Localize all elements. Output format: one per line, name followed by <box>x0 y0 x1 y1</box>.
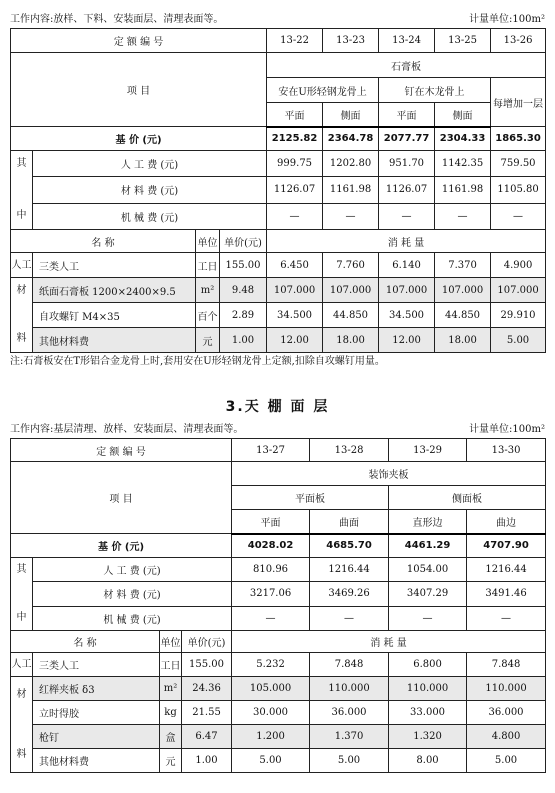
consumption-value: 18.00 <box>323 328 379 353</box>
consumption-value: 1.320 <box>389 725 467 749</box>
consumption-header: 消 耗 量 <box>232 631 546 653</box>
base-price: 2125.82 <box>267 127 323 151</box>
consumption-value: 7.760 <box>323 253 379 278</box>
resource-unit: 工日 <box>160 653 182 677</box>
resource-name: 其他材料费 <box>33 328 196 353</box>
resource-unit: 盒 <box>160 725 182 749</box>
cost-value: — <box>389 606 467 630</box>
cost-label: 机 械 费 (元) <box>33 203 267 229</box>
consumption-value: 36.000 <box>467 701 546 725</box>
material-category: 材 料 <box>11 278 33 353</box>
consumption-value: 1.200 <box>232 725 310 749</box>
consumption-value: 29.910 <box>491 303 546 328</box>
resource-price: 6.47 <box>182 725 232 749</box>
cost-value: — <box>232 606 310 630</box>
resource-name: 枪钉 <box>33 725 160 749</box>
leaf-header: 曲面 <box>310 510 389 534</box>
consumption-header: 消 耗 量 <box>267 230 546 253</box>
resource-price: 1.00 <box>182 749 232 773</box>
cost-value: 1126.07 <box>379 177 435 203</box>
consumption-value: 5.232 <box>232 653 310 677</box>
resource-name: 三类人工 <box>33 253 196 278</box>
consumption-value: 44.850 <box>323 303 379 328</box>
consumption-value: 110.000 <box>389 677 467 701</box>
cost-label: 材 料 费 (元) <box>33 582 232 606</box>
subgroup-header: 安在U形轻钢龙骨上 <box>267 78 379 103</box>
consumption-value: 1.370 <box>310 725 389 749</box>
resource-unit: 元 <box>160 749 182 773</box>
resource-name: 红榉夹板 δ3 <box>33 677 160 701</box>
labor-category: 人工 <box>11 253 33 278</box>
unit-header: 单位 <box>160 631 182 653</box>
cost-value: 3407.29 <box>389 582 467 606</box>
section-title: 3.天 棚 面 层 <box>225 399 330 415</box>
base-price: 2077.77 <box>379 127 435 151</box>
base-price-label: 基 价 (元) <box>11 534 232 558</box>
resource-name: 三类人工 <box>33 653 160 677</box>
resource-unit: 元 <box>196 328 220 353</box>
base-price: 4461.29 <box>389 534 467 558</box>
name-header: 名 称 <box>11 631 160 653</box>
resource-price: 1.00 <box>220 328 267 353</box>
consumption-value: 33.000 <box>389 701 467 725</box>
consumption-value: 107.000 <box>435 278 491 303</box>
resource-name: 其他材料费 <box>33 749 160 773</box>
quota-number-label: 定 额 编 号 <box>11 29 267 53</box>
consumption-value: 12.00 <box>267 328 323 353</box>
consumption-value: 6.800 <box>389 653 467 677</box>
consumption-value: 7.848 <box>467 653 546 677</box>
cost-label: 人 工 费 (元) <box>33 151 267 177</box>
resource-price: 155.00 <box>182 653 232 677</box>
resource-unit: 工日 <box>196 253 220 278</box>
consumption-value: 8.00 <box>389 749 467 773</box>
labor-category: 人工 <box>11 653 33 677</box>
consumption-value: 36.000 <box>310 701 389 725</box>
base-price: 4707.90 <box>467 534 546 558</box>
measure-unit: 计量单位:100m² <box>469 424 545 435</box>
base-price: 2304.33 <box>435 127 491 151</box>
subgroup-header: 每增加一层 <box>491 78 546 127</box>
leaf-header: 平面 <box>267 103 323 127</box>
cost-value: 999.75 <box>267 151 323 177</box>
code-cell: 13-24 <box>379 29 435 53</box>
resource-name: 立时得胶 <box>33 701 160 725</box>
consumption-value: 107.000 <box>491 278 546 303</box>
cost-value: — <box>491 203 546 229</box>
consumption-value: 105.000 <box>232 677 310 701</box>
cost-value: 1216.44 <box>310 558 389 582</box>
consumption-value: 6.140 <box>379 253 435 278</box>
unit-header: 单位 <box>196 230 220 253</box>
group-header: 石膏板 <box>267 53 546 78</box>
cost-value: — <box>267 203 323 229</box>
resource-price: 24.36 <box>182 677 232 701</box>
cost-value: 1202.80 <box>323 151 379 177</box>
resource-name: 自攻螺钉 M4×35 <box>33 303 196 328</box>
cost-value: 1161.98 <box>435 177 491 203</box>
base-price-label: 基 价 (元) <box>11 127 267 151</box>
leaf-header: 平面 <box>379 103 435 127</box>
table2-header <box>10 420 545 434</box>
cost-value: — <box>379 203 435 229</box>
leaf-header: 直形边 <box>389 510 467 534</box>
consumption-value: 7.848 <box>310 653 389 677</box>
cost-value: 3217.06 <box>232 582 310 606</box>
consumption-value: 7.370 <box>435 253 491 278</box>
resource-name: 纸面石膏板 1200×2400×9.5 <box>33 278 196 303</box>
consumption-value: 5.00 <box>467 749 546 773</box>
resource-price: 2.89 <box>220 303 267 328</box>
consumption-value: 18.00 <box>435 328 491 353</box>
item-label: 项 目 <box>11 462 232 534</box>
cost-value: — <box>310 606 389 630</box>
footnote: 注:石膏板安在T形铝合金龙骨上时,套用安在U形轻钢龙骨上定额,扣除自攻螺钉用量。 <box>10 356 385 367</box>
cost-value: 1161.98 <box>323 177 379 203</box>
qizhong-label: 其 中 <box>11 558 33 631</box>
base-price: 2364.78 <box>323 127 379 151</box>
leaf-header: 侧面 <box>435 103 491 127</box>
name-header: 名 称 <box>11 230 196 253</box>
cost-label: 人 工 费 (元) <box>33 558 232 582</box>
work-content: 工作内容:放样、下料、安装面层、清理表面等。 <box>10 14 224 25</box>
code-cell: 13-22 <box>267 29 323 53</box>
consumption-value: 110.000 <box>467 677 546 701</box>
quota-table-1 <box>10 28 546 353</box>
resource-price: 21.55 <box>182 701 232 725</box>
cost-value: — <box>323 203 379 229</box>
qizhong-label: 其 中 <box>11 151 33 230</box>
consumption-value: 107.000 <box>323 278 379 303</box>
code-cell: 13-25 <box>435 29 491 53</box>
cost-value: 1142.35 <box>435 151 491 177</box>
leaf-header: 侧面 <box>323 103 379 127</box>
code-cell: 13-23 <box>323 29 379 53</box>
cost-value: 1054.00 <box>389 558 467 582</box>
resource-price: 9.48 <box>220 278 267 303</box>
cost-value: 3491.46 <box>467 582 546 606</box>
subgroup-header: 侧面板 <box>389 486 546 510</box>
resource-price: 155.00 <box>220 253 267 278</box>
code-cell: 13-29 <box>389 439 467 462</box>
material-category: 材 料 <box>11 677 33 773</box>
resource-unit: kg <box>160 701 182 725</box>
resource-unit: m² <box>160 677 182 701</box>
cost-value: — <box>467 606 546 630</box>
code-cell: 13-30 <box>467 439 546 462</box>
item-label: 项 目 <box>11 53 267 127</box>
leaf-header: 平面 <box>232 510 310 534</box>
consumption-value: 6.450 <box>267 253 323 278</box>
base-price: 4685.70 <box>310 534 389 558</box>
consumption-value: 107.000 <box>379 278 435 303</box>
consumption-value: 5.00 <box>491 328 546 353</box>
cost-value: — <box>435 203 491 229</box>
base-price: 4028.02 <box>232 534 310 558</box>
consumption-value: 110.000 <box>310 677 389 701</box>
measure-unit: 计量单位:100m² <box>469 14 545 25</box>
leaf-header: 曲边 <box>467 510 546 534</box>
cost-label: 机 械 费 (元) <box>33 606 232 630</box>
quota-table-2 <box>10 438 546 773</box>
consumption-value: 30.000 <box>232 701 310 725</box>
price-header: 单价(元) <box>220 230 267 253</box>
consumption-value: 4.800 <box>467 725 546 749</box>
cost-value: 810.96 <box>232 558 310 582</box>
price-header: 单价(元) <box>182 631 232 653</box>
table1-header <box>10 10 545 24</box>
resource-unit: 百个 <box>196 303 220 328</box>
quota-number-label: 定 额 编 号 <box>11 439 232 462</box>
resource-unit: m² <box>196 278 220 303</box>
consumption-value: 107.000 <box>267 278 323 303</box>
consumption-value: 12.00 <box>379 328 435 353</box>
consumption-value: 4.900 <box>491 253 546 278</box>
group-header: 装饰夹板 <box>232 462 546 486</box>
consumption-value: 44.850 <box>435 303 491 328</box>
code-cell: 13-26 <box>491 29 546 53</box>
cost-label: 材 料 费 (元) <box>33 177 267 203</box>
consumption-value: 34.500 <box>379 303 435 328</box>
consumption-value: 34.500 <box>267 303 323 328</box>
code-cell: 13-27 <box>232 439 310 462</box>
base-price: 1865.30 <box>491 127 546 151</box>
cost-value: 759.50 <box>491 151 546 177</box>
cost-value: 951.70 <box>379 151 435 177</box>
cost-value: 1216.44 <box>467 558 546 582</box>
consumption-value: 5.00 <box>310 749 389 773</box>
consumption-value: 5.00 <box>232 749 310 773</box>
cost-value: 1126.07 <box>267 177 323 203</box>
cost-value: 3469.26 <box>310 582 389 606</box>
code-cell: 13-28 <box>310 439 389 462</box>
cost-value: 1105.80 <box>491 177 546 203</box>
subgroup-header: 钉在木龙骨上 <box>379 78 491 103</box>
subgroup-header: 平面板 <box>232 486 389 510</box>
work-content: 工作内容:基层清理、放样、安装面层、清理表面等。 <box>10 424 244 435</box>
